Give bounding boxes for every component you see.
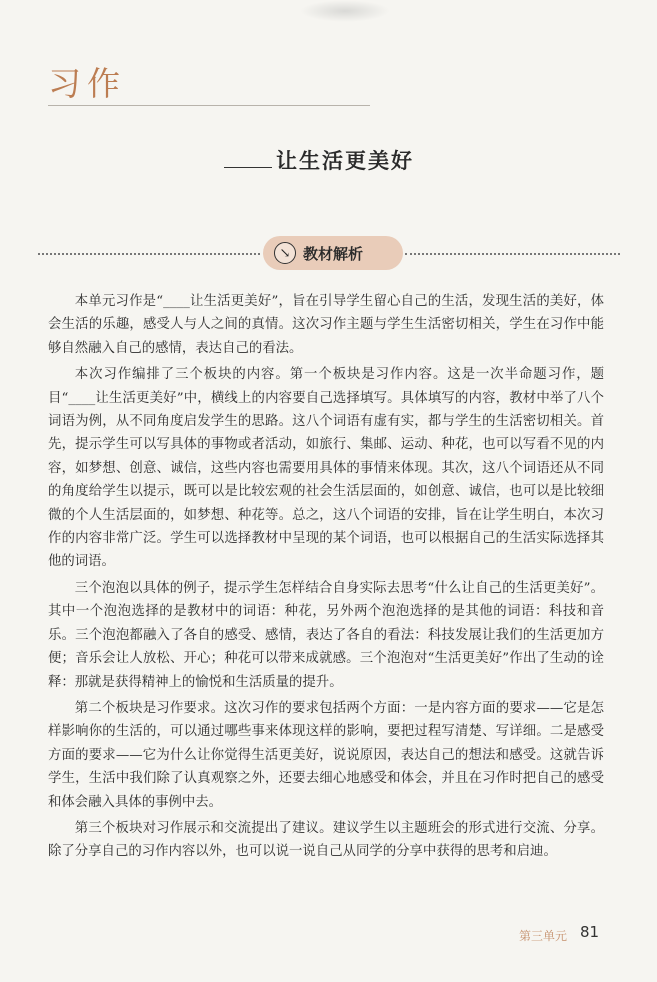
arrow-down-right-circle-icon: ↘ bbox=[274, 242, 296, 264]
essay-subtitle bbox=[224, 145, 414, 175]
subtitle-text: 让生活更美好 bbox=[276, 149, 414, 173]
dotted-divider-left bbox=[38, 253, 260, 255]
section-badge bbox=[263, 236, 403, 270]
scan-shadow bbox=[300, 0, 390, 22]
paragraph: 第三个板块对习作展示和交流提出了建议。建议学生以主题班会的形式进行交流、分享。除了分享自己的习作内容以外，也可以说一说自己从同学的分享中获得的思考和启迪。 bbox=[48, 820, 604, 860]
title-divider bbox=[48, 105, 370, 106]
fill-in-blank-line bbox=[224, 166, 272, 168]
paragraph: 第二个板块是习作要求。这次习作的要求包括两个方面：一是内容方面的要求——它是怎样影响你的生活的，可以通过哪些事来体现这样的影响，要把过程写清楚、写详细。二是感受方面的要求——它为什么让你觉得生活更美好，说说原因，表达自己的想法和感受。这就告诉学生，生活中我们除了认真观察之外，还要去细心地感受和体会，并且在习作时把自己的感受和体会融入具体的事例中去。 bbox=[48, 700, 604, 810]
body-text bbox=[48, 290, 604, 867]
paragraph: 三个泡泡以具体的例子，提示学生怎样结合自身实际去思考“什么让自己的生活更美好”。其中一个泡泡选择的是教材中的词语：种花，另外两个泡泡选择的是其他的词语：科技和音乐。三个泡泡都融入了各自的感受、感情，表达了各自的看法：科技发展让我们的生活更加方便；音乐会让人放松、开心；种花可以带来成就感。三个泡泡对“生活更美好”作出了生动的诠释：那就是获得精神上的愉悦和生活质量的提升。 bbox=[48, 580, 604, 690]
badge-label: 教材解析 bbox=[303, 245, 364, 263]
page-number: 81 bbox=[580, 923, 600, 941]
paragraph: 本单元习作是“____让生活更美好”，旨在引导学生留心自己的生活，发现生活的美好，体会生活的乐趣，感受人与人之间的真情。这次习作主题与学生生活密切相关，学生在习作中能够自然融入自己的感情，表达自己的看法。 bbox=[48, 294, 604, 356]
dotted-divider-right bbox=[405, 253, 620, 255]
footer-unit-label: 第三单元 bbox=[519, 929, 568, 943]
paragraph: 本次习作编排了三个板块的内容。第一个板块是习作内容。这是一次半命题习作，题目“____让生活更美好”中，横线上的内容要自己选择填写。具体填写的内容，教材中举了八个词语为例，从不同角度启发学生的思路。这八个词语有虚有实，都与学生的生活密切相关。首先，提示学生可以写具体的事物或者活动，如旅行、集邮、运动、种花，也可以写看不见的内容，如梦想、创意、诚信，这些内容也需要用具体的事情来体现。其次，这八个词语还从不同的角度给学生以提示，既可以是比较宏观的社会生活层面的，如创意、诚信，也可以是比较细微的个人生活层面的，如梦想、种花等。总之，这八个词语的安排，旨在让学生明白，本次习作的内容非常广泛。学生可以选择教材中呈现的某个词语，也可以根据自己的生活实际选择其他的词语。 bbox=[48, 367, 604, 570]
section-title: 习作 bbox=[48, 64, 126, 103]
